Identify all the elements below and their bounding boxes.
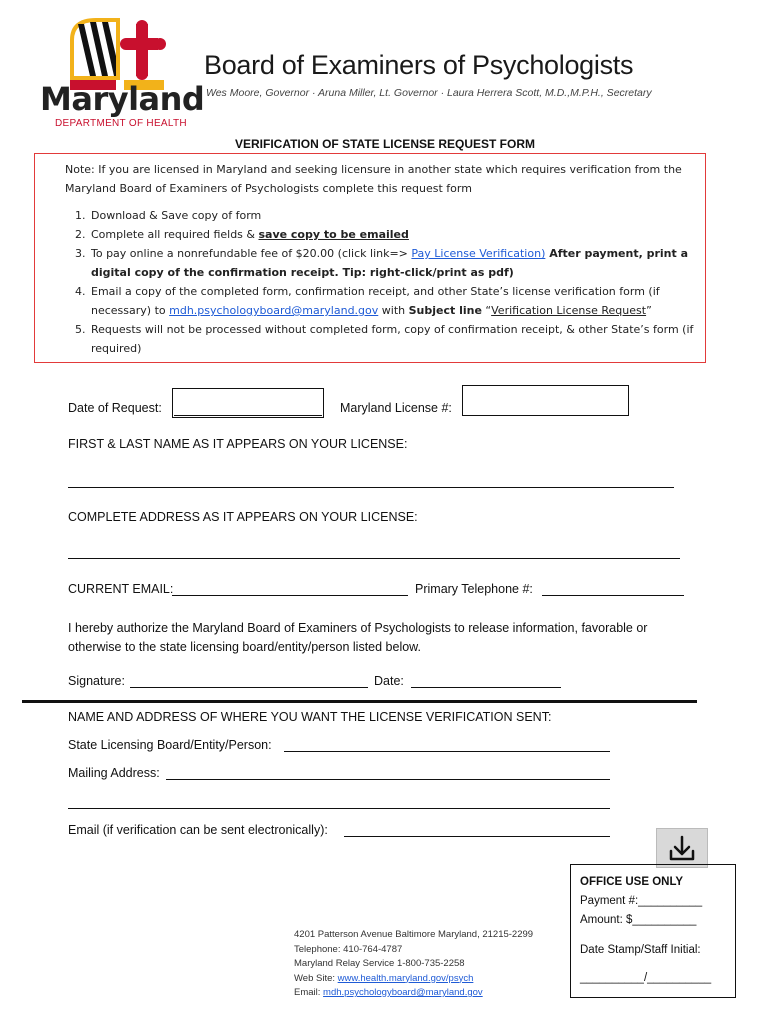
download-icon <box>657 829 707 867</box>
instruction-5-text: Requests will not be processed without completed form, copy of confirmation receipt, & other State’s form (if required) <box>91 323 694 355</box>
electronic-email-label: Email (if verification can be sent electronically): <box>68 823 328 837</box>
license-number-underline <box>466 402 626 416</box>
destination-heading: NAME AND ADDRESS OF WHERE YOU WANT THE LICENSE VERIFICATION SENT: <box>68 710 552 724</box>
license-number-label: Maryland License #: <box>340 401 452 415</box>
footer-email <box>294 986 533 1001</box>
instruction-3 <box>89 244 695 282</box>
office-payment: Payment #:__________ <box>580 895 703 907</box>
name-label: FIRST & LAST NAME AS IT APPEARS ON YOUR LICENSE: <box>68 437 408 451</box>
date-label: Date: <box>374 674 404 688</box>
download-button[interactable] <box>656 828 708 868</box>
footer-telephone: Telephone: 410-764-4787 <box>294 943 403 955</box>
instruction-2 <box>89 225 695 244</box>
address-label: COMPLETE ADDRESS AS IT APPEARS ON YOUR LICENSE: <box>68 510 418 524</box>
quote-close: ” <box>646 304 652 317</box>
instruction-4-subject: Verification License Request <box>491 304 647 317</box>
instruction-4 <box>89 282 695 320</box>
footer-relay: Maryland Relay Service 1-800-735-2258 <box>294 958 465 969</box>
name-input-line[interactable] <box>68 487 674 488</box>
instruction-5 <box>89 320 695 358</box>
instruction-2-emphasis: save copy to be emailed <box>258 228 409 241</box>
instructions-list <box>65 206 695 358</box>
board-entity-label: State Licensing Board/Entity/Person: <box>68 738 272 752</box>
address-input-line[interactable] <box>68 558 680 559</box>
authorization-text <box>68 619 647 657</box>
instruction-3-text: To pay online a nonrefundable fee of $20.00 (click link=> <box>91 247 412 260</box>
footer-website-label: Web Site: <box>294 972 338 984</box>
instruction-1 <box>89 206 695 225</box>
office-use-box <box>570 864 736 998</box>
board-email-link[interactable]: mdh.psychologyboard@maryland.gov <box>169 304 379 317</box>
footer-address <box>294 928 533 1001</box>
electronic-email-input-line[interactable] <box>344 836 610 837</box>
pay-license-verification-link[interactable]: Pay License Verification) <box>411 247 546 260</box>
date-of-request-row <box>68 401 162 415</box>
footer-website-link[interactable]: www.health.maryland.gov/psych <box>337 972 474 984</box>
instruction-3-emphasis: After payment, print a digital copy of the confirmation receipt. Tip: right-click/print as pdf) <box>91 247 689 279</box>
instructions-intro-2: Maryland Board of Examiners of Psychologists complete this request form <box>65 182 472 195</box>
footer-email-link[interactable]: mdh.psychologyboard@maryland.gov <box>323 987 483 998</box>
logo-department: DEPARTMENT OF HEALTH <box>55 118 187 129</box>
logo-wordmark: Maryland <box>40 80 205 118</box>
footer-email-label: Email: <box>294 987 324 998</box>
board-title: Board of Examiners of Psychologists <box>204 50 634 80</box>
board-entity-input-line[interactable] <box>284 751 610 752</box>
officials-line: Wes Moore, Governor · Aruna Miller, Lt. Governor · Laura Herrera Scott, M.D.,M.P.H., Secretary <box>206 87 652 99</box>
date-of-request-underline <box>174 402 322 416</box>
footer-street: 4201 Patterson Avenue Baltimore Maryland, 21215-2299 <box>294 929 534 940</box>
instruction-4-text: Email a copy of the completed form, confirmation receipt, and other State’s license verification form (if necessary) to <box>91 285 660 317</box>
office-amount: Amount: $__________ <box>580 914 697 926</box>
mailing-address-label: Mailing Address: <box>68 766 160 780</box>
instruction-2-text: Complete all required fields & <box>91 228 259 241</box>
email-label: CURRENT EMAIL: <box>68 582 174 596</box>
office-stamp: Date Stamp/Staff Initial: <box>580 944 701 956</box>
instruction-4-mid: with <box>378 304 409 317</box>
office-blank: __________/__________ <box>580 972 712 984</box>
instruction-1-text: Download & Save copy of form <box>91 209 262 222</box>
instruction-4-subject-label: Subject line <box>408 304 482 317</box>
authorization-line-1: I hereby authorize the Maryland Board of Examiners of Psychologists to release information, favorable or <box>68 621 648 635</box>
form-title: VERIFICATION OF STATE LICENSE REQUEST FORM <box>234 137 535 151</box>
phone-label: Primary Telephone #: <box>415 582 533 596</box>
email-input-line[interactable] <box>172 595 408 596</box>
date-input-line[interactable] <box>411 687 561 688</box>
instructions-intro-1: Note: If you are licensed in Maryland and seeking licensure in another state which requires verification from the <box>65 163 682 176</box>
signature-label: Signature: <box>68 674 125 688</box>
mailing-address-input-line[interactable] <box>166 779 610 780</box>
date-of-request-label: Date of Request: <box>68 401 162 415</box>
office-use-title: OFFICE USE ONLY <box>580 876 684 888</box>
authorization-line-2: otherwise to the state licensing board/entity/person listed below. <box>68 640 421 654</box>
instructions-box <box>34 153 706 363</box>
quote-open: “ <box>481 304 492 317</box>
mailing-address-input-line-2[interactable] <box>68 808 610 809</box>
signature-input-line[interactable] <box>130 687 368 688</box>
phone-input-line[interactable] <box>542 595 684 596</box>
footer-website <box>294 972 533 987</box>
section-divider <box>22 700 697 703</box>
